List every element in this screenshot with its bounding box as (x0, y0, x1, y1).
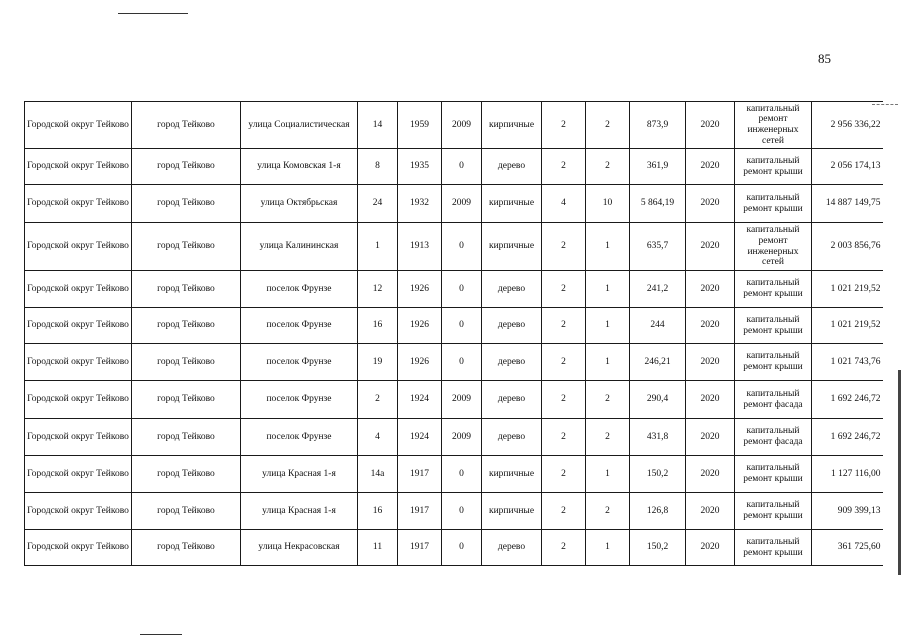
plan-year-cell: 2020 (686, 223, 735, 271)
entrances-cell: 1 (586, 223, 630, 271)
wall-material-cell: дерево (482, 344, 542, 381)
house-number-cell: 4 (358, 419, 398, 456)
entrances-cell: 2 (586, 381, 630, 419)
build-year-cell: 1926 (398, 271, 442, 308)
house-number-cell: 8 (358, 149, 398, 185)
build-year-cell: 1959 (398, 102, 442, 149)
cost-cell: 1 021 219,52 (812, 271, 883, 308)
table-row (25, 308, 883, 344)
cost-cell: 361 725,60 (812, 530, 883, 566)
street-cell: улица Красная 1-я (241, 493, 358, 530)
street-cell: поселок Фрунзе (241, 271, 358, 308)
cost-cell: 2 056 174,13 (812, 149, 883, 185)
wall-material-cell: дерево (482, 530, 542, 566)
work-type-cell: капитальный ремонт фасада (735, 419, 812, 456)
build-year-cell: 1924 (398, 381, 442, 419)
floors-cell: 2 (542, 456, 586, 493)
work-type-cell: капитальный ремонт инженерных сетей (735, 102, 812, 149)
cost-cell: 1 692 246,72 (812, 381, 883, 419)
area-cell: 126,8 (630, 493, 686, 530)
city-cell: город Тейково (132, 493, 241, 530)
city-cell: город Тейково (132, 271, 241, 308)
plan-year-cell: 2020 (686, 102, 735, 149)
floors-cell: 2 (542, 344, 586, 381)
renovation-year-cell: 2009 (442, 381, 482, 419)
build-year-cell: 1932 (398, 185, 442, 223)
scan-edge-line (898, 370, 901, 575)
city-cell: город Тейково (132, 185, 241, 223)
entrances-cell: 1 (586, 456, 630, 493)
cost-cell: 909 399,13 (812, 493, 883, 530)
renovation-year-cell: 0 (442, 308, 482, 344)
build-year-cell: 1917 (398, 530, 442, 566)
footer-rule (140, 634, 182, 635)
renovation-year-cell: 0 (442, 456, 482, 493)
table-row (25, 102, 883, 149)
page-number: 85 (818, 51, 831, 66)
entrances-cell: 1 (586, 530, 630, 566)
renovation-year-cell: 0 (442, 493, 482, 530)
plan-year-cell: 2020 (686, 149, 735, 185)
entrances-cell: 2 (586, 149, 630, 185)
area-cell: 873,9 (630, 102, 686, 149)
area-cell: 244 (630, 308, 686, 344)
area-cell: 635,7 (630, 223, 686, 271)
table-row (25, 149, 883, 185)
plan-year-cell: 2020 (686, 344, 735, 381)
house-number-cell: 16 (358, 308, 398, 344)
street-cell: улица Социалистическая (241, 102, 358, 149)
municipality-cell: Городской округ Тейково (25, 530, 132, 566)
street-cell: улица Красная 1-я (241, 456, 358, 493)
plan-year-cell: 2020 (686, 493, 735, 530)
renovation-year-cell: 0 (442, 149, 482, 185)
work-type-cell: капитальный ремонт крыши (735, 456, 812, 493)
area-cell: 5 864,19 (630, 185, 686, 223)
table-body (25, 102, 883, 566)
municipality-cell: Городской округ Тейково (25, 456, 132, 493)
house-number-cell: 11 (358, 530, 398, 566)
municipality-cell: Городской округ Тейково (25, 493, 132, 530)
plan-year-cell: 2020 (686, 308, 735, 344)
cost-cell: 1 021 743,76 (812, 344, 883, 381)
cost-cell: 1 692 246,72 (812, 419, 883, 456)
entrances-cell: 1 (586, 344, 630, 381)
plan-year-cell: 2020 (686, 419, 735, 456)
area-cell: 241,2 (630, 271, 686, 308)
area-cell: 290,4 (630, 381, 686, 419)
floors-cell: 4 (542, 185, 586, 223)
street-cell: улица Октябрьская (241, 185, 358, 223)
floors-cell: 2 (542, 223, 586, 271)
table-row (25, 493, 883, 530)
plan-year-cell: 2020 (686, 530, 735, 566)
cost-cell: 14 887 149,75 (812, 185, 883, 223)
municipality-cell: Городской округ Тейково (25, 102, 132, 149)
entrances-cell: 2 (586, 493, 630, 530)
plan-year-cell: 2020 (686, 271, 735, 308)
area-cell: 150,2 (630, 530, 686, 566)
entrances-cell: 2 (586, 419, 630, 456)
work-type-cell: капитальный ремонт крыши (735, 344, 812, 381)
table-row (25, 185, 883, 223)
work-type-cell: капитальный ремонт крыши (735, 530, 812, 566)
municipality-cell: Городской округ Тейково (25, 344, 132, 381)
work-type-cell: капитальный ремонт инженерных сетей (735, 223, 812, 271)
table-row (25, 344, 883, 381)
table-row (25, 381, 883, 419)
entrances-cell: 1 (586, 271, 630, 308)
street-cell: улица Калининская (241, 223, 358, 271)
municipality-cell: Городской округ Тейково (25, 381, 132, 419)
renovation-year-cell: 2009 (442, 419, 482, 456)
street-cell: поселок Фрунзе (241, 344, 358, 381)
city-cell: город Тейково (132, 419, 241, 456)
table-row (25, 419, 883, 456)
street-cell: поселок Фрунзе (241, 419, 358, 456)
street-cell: поселок Фрунзе (241, 381, 358, 419)
floors-cell: 2 (542, 381, 586, 419)
table-row (25, 271, 883, 308)
floors-cell: 2 (542, 149, 586, 185)
renovation-year-cell: 0 (442, 271, 482, 308)
work-type-cell: капитальный ремонт крыши (735, 308, 812, 344)
municipality-cell: Городской округ Тейково (25, 271, 132, 308)
area-cell: 361,9 (630, 149, 686, 185)
renovation-year-cell: 0 (442, 223, 482, 271)
municipality-cell: Городской округ Тейково (25, 185, 132, 223)
municipality-cell: Городской округ Тейково (25, 419, 132, 456)
street-cell: улица Некрасовская (241, 530, 358, 566)
house-number-cell: 14а (358, 456, 398, 493)
wall-material-cell: дерево (482, 419, 542, 456)
city-cell: город Тейково (132, 308, 241, 344)
area-cell: 431,8 (630, 419, 686, 456)
work-type-cell: капитальный ремонт крыши (735, 149, 812, 185)
housing-repair-table (24, 101, 883, 566)
plan-year-cell: 2020 (686, 456, 735, 493)
city-cell: город Тейково (132, 223, 241, 271)
plan-year-cell: 2020 (686, 185, 735, 223)
floors-cell: 2 (542, 493, 586, 530)
renovation-year-cell: 2009 (442, 102, 482, 149)
cost-cell: 1 021 219,52 (812, 308, 883, 344)
house-number-cell: 2 (358, 381, 398, 419)
build-year-cell: 1926 (398, 308, 442, 344)
cost-cell: 2 956 336,22 (812, 102, 883, 149)
floors-cell: 2 (542, 530, 586, 566)
renovation-year-cell: 0 (442, 530, 482, 566)
work-type-cell: капитальный ремонт фасада (735, 381, 812, 419)
wall-material-cell: дерево (482, 149, 542, 185)
work-type-cell: капитальный ремонт крыши (735, 271, 812, 308)
city-cell: город Тейково (132, 456, 241, 493)
house-number-cell: 19 (358, 344, 398, 381)
house-number-cell: 24 (358, 185, 398, 223)
wall-material-cell: кирпичные (482, 185, 542, 223)
floors-cell: 2 (542, 419, 586, 456)
house-number-cell: 16 (358, 493, 398, 530)
build-year-cell: 1935 (398, 149, 442, 185)
city-cell: город Тейково (132, 381, 241, 419)
city-cell: город Тейково (132, 530, 241, 566)
table-row (25, 223, 883, 271)
cost-cell: 2 003 856,76 (812, 223, 883, 271)
table-row (25, 456, 883, 493)
wall-material-cell: кирпичные (482, 223, 542, 271)
cost-cell: 1 127 116,00 (812, 456, 883, 493)
street-cell: поселок Фрунзе (241, 308, 358, 344)
header-rule (118, 13, 188, 14)
work-type-cell: капитальный ремонт крыши (735, 185, 812, 223)
wall-material-cell: дерево (482, 381, 542, 419)
build-year-cell: 1917 (398, 493, 442, 530)
wall-material-cell: дерево (482, 308, 542, 344)
city-cell: город Тейково (132, 149, 241, 185)
house-number-cell: 12 (358, 271, 398, 308)
renovation-year-cell: 0 (442, 344, 482, 381)
wall-material-cell: кирпичные (482, 456, 542, 493)
area-cell: 150,2 (630, 456, 686, 493)
area-cell: 246,21 (630, 344, 686, 381)
build-year-cell: 1926 (398, 344, 442, 381)
house-number-cell: 1 (358, 223, 398, 271)
wall-material-cell: дерево (482, 271, 542, 308)
floors-cell: 2 (542, 308, 586, 344)
entrances-cell: 1 (586, 308, 630, 344)
floors-cell: 2 (542, 271, 586, 308)
build-year-cell: 1913 (398, 223, 442, 271)
table-row (25, 530, 883, 566)
floors-cell: 2 (542, 102, 586, 149)
work-type-cell: капитальный ремонт крыши (735, 493, 812, 530)
municipality-cell: Городской округ Тейково (25, 149, 132, 185)
city-cell: город Тейково (132, 344, 241, 381)
municipality-cell: Городской округ Тейково (25, 308, 132, 344)
wall-material-cell: кирпичные (482, 493, 542, 530)
wall-material-cell: кирпичные (482, 102, 542, 149)
city-cell: город Тейково (132, 102, 241, 149)
build-year-cell: 1924 (398, 419, 442, 456)
house-number-cell: 14 (358, 102, 398, 149)
entrances-cell: 2 (586, 102, 630, 149)
municipality-cell: Городской округ Тейково (25, 223, 132, 271)
build-year-cell: 1917 (398, 456, 442, 493)
renovation-year-cell: 2009 (442, 185, 482, 223)
street-cell: улица Комовская 1-я (241, 149, 358, 185)
entrances-cell: 10 (586, 185, 630, 223)
plan-year-cell: 2020 (686, 381, 735, 419)
